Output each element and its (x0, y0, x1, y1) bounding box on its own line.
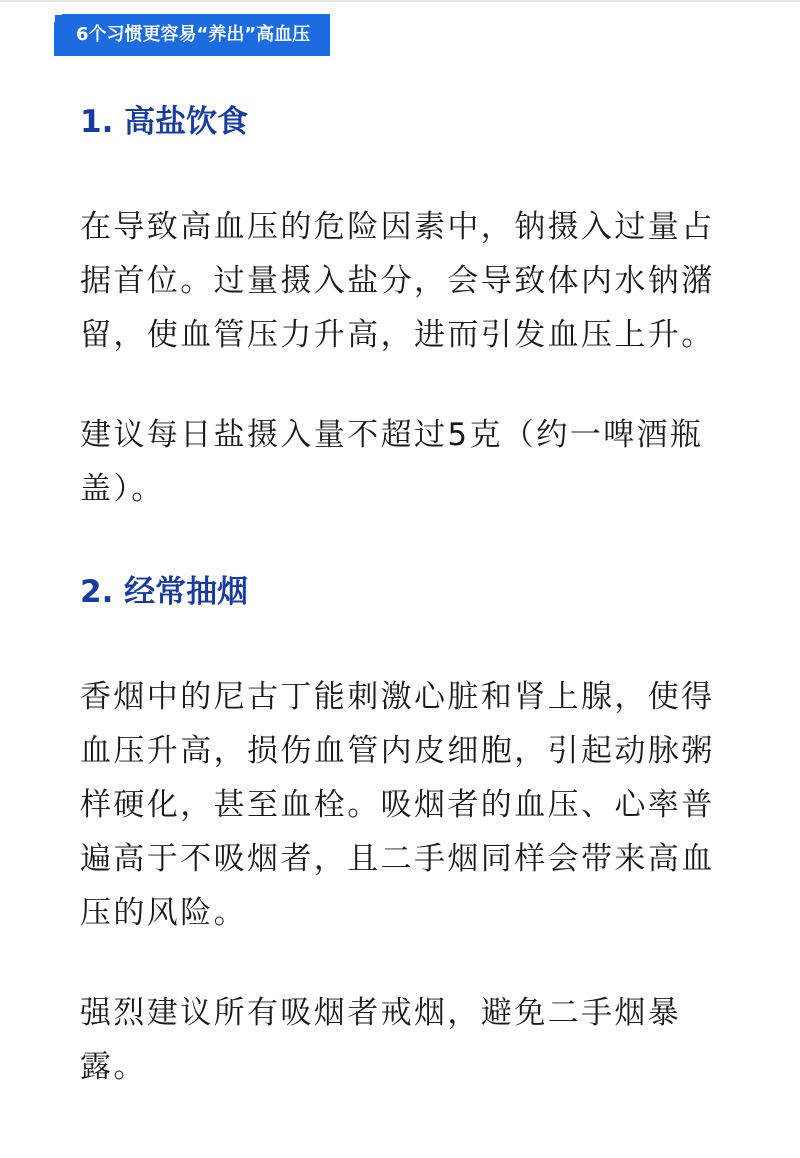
section-advice-paragraph: 建议每日盐摄入量不超过5克（约一啤酒瓶盖）。 (80, 417, 704, 507)
section-heading-smoking: 2. 经常抽烟 (80, 574, 249, 610)
section-advice-paragraph: 强烈建议所有吸烟者戒烟，避免二手烟暴露。 (80, 995, 682, 1085)
section-paragraph: 在导致高血压的危险因素中，钠摄入过量占据首位。过量摄入盐分，会导致体内水钠潴留，使血管压力升高，进而引发血压上升。 (80, 209, 715, 353)
article-section-tag-label: 6个习惯更容易“养出”高血压 (76, 24, 311, 45)
section-heading-high-salt: 1. 高盐饮食 (80, 104, 249, 140)
section-paragraph: 香烟中的尼古丁能刺激心脏和肾上腺，使得血压升高，损伤血管内皮细胞，引起动脉粥样硬化，甚至血栓。吸烟者的血压、心率普遍高于不吸烟者，且二手烟同样会带来高血压的风险。 (80, 679, 715, 931)
tag-corner-accent (52, 12, 62, 22)
article-body (80, 96, 720, 1094)
article-section-tag (54, 14, 330, 56)
top-divider (0, 0, 800, 2)
